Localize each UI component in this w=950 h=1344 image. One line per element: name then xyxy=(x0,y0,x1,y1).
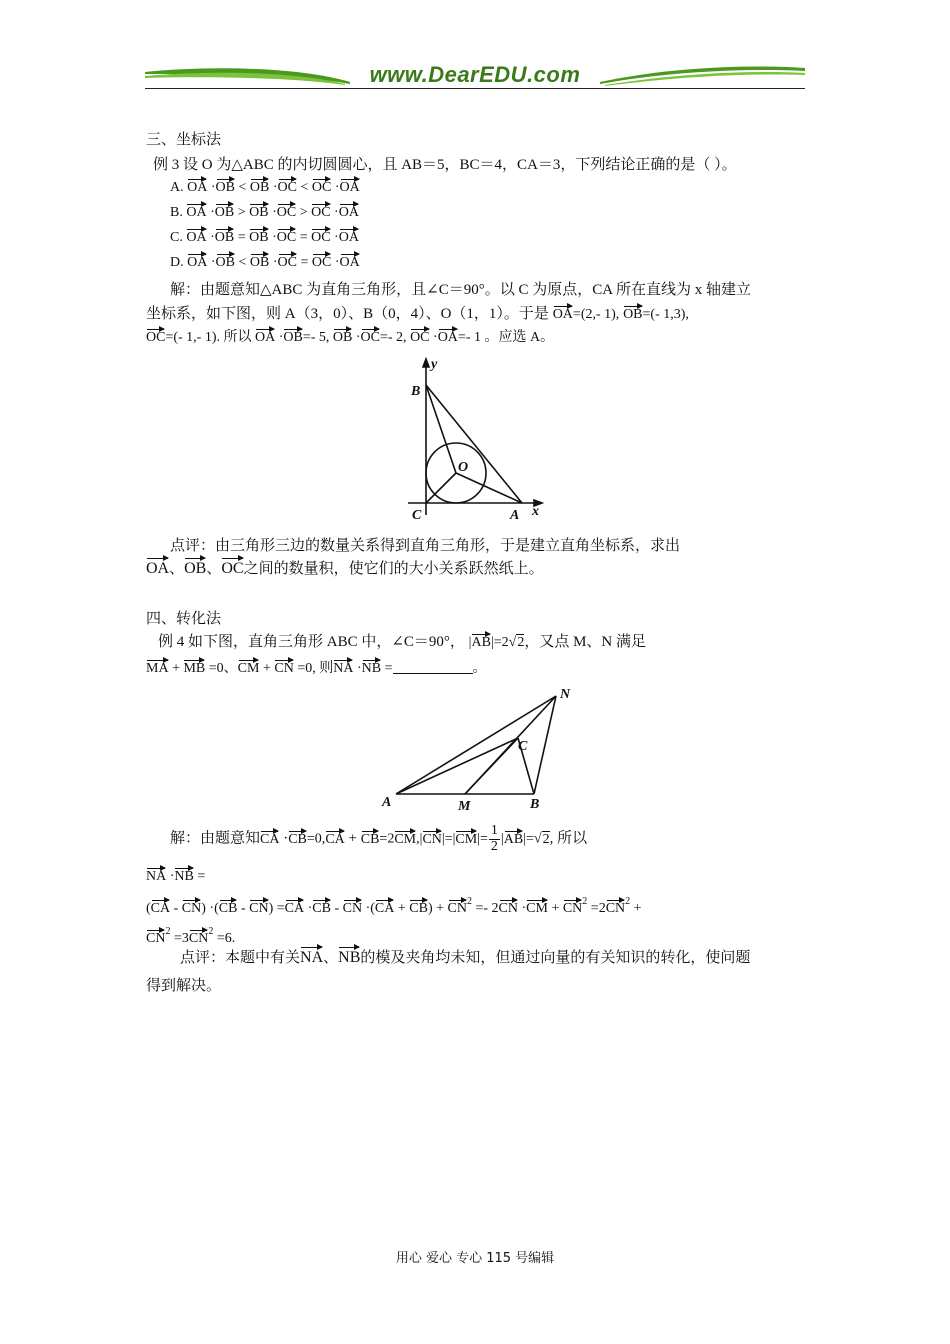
figure-right-triangle xyxy=(378,680,588,820)
label-N: N xyxy=(560,687,571,702)
section4-heading: 四、转化法 xyxy=(146,611,222,627)
segment-OB xyxy=(426,385,456,473)
label-C: C xyxy=(518,739,528,754)
option-c: C. OA ·OB = OB ·OC = OC ·OA xyxy=(170,230,359,245)
solution4-line3: (CA - CN) ·(CB - CN) =CA ·CB - CN $\cdot(CA + CB) + CN^2 =- 2CN \cdot CM + CN^2 =2CN^2$ + xyxy=(146,896,642,916)
label-M: M xyxy=(458,799,471,814)
solution3-line1: 解：由题意知△ABC 为直角三角形，且∠C＝90°。以 C 为原点，CA 所在直线为 x 轴建立 xyxy=(170,282,751,298)
side-BA xyxy=(426,385,522,503)
segment-AN xyxy=(396,696,556,794)
review3-line1: 点评：由三角形三边的数量关系得到直角三角形，于是建立直角坐标系，求出 xyxy=(170,538,681,554)
label-x: x xyxy=(532,504,539,519)
segment-AC xyxy=(396,738,518,794)
label-C: C xyxy=(412,508,422,523)
review4-line1: 点评：本题中有关NA、NB的模及夹角均未知，但通过向量的有关知识的转化，使问题 xyxy=(180,949,751,966)
label-A: A xyxy=(510,508,520,523)
review4-line2: 得到解决。 xyxy=(146,978,222,994)
section3-heading: 三、坐标法 xyxy=(146,132,222,148)
segment-NB xyxy=(534,696,556,794)
label-A: A xyxy=(382,795,392,810)
example3-text: 例 3 设 O 为△ABC 的内切圆圆心，且 AB＝5，BC＝4，CA＝3，下列结论正确的是（ ）。 xyxy=(153,157,737,173)
y-axis-arrow xyxy=(423,359,429,367)
segment-OA xyxy=(456,473,522,503)
page-footer: 用心 爱心 专心 115 号编辑 xyxy=(395,1251,555,1266)
label-O: O xyxy=(458,460,469,475)
solution4-line4: $CN^2 =3CN^2 =6$. xyxy=(146,926,236,946)
fraction-half: $\frac{1}{2}$ xyxy=(490,823,498,854)
site-logo[interactable]: www.DearEDU.com xyxy=(369,62,581,87)
label-B: B xyxy=(530,797,540,812)
example4-line1: 例 4 如下图，直角三角形 ABC 中，∠C＝90°， |AB|=2√2，又点 M、N 满足 xyxy=(158,634,647,650)
label-y: y xyxy=(431,357,438,372)
solution4-line2: NA ·NB = xyxy=(146,869,206,884)
review3-line2: OA、OB、OC之间的数量积，使它们的大小关系跃然纸上。 xyxy=(146,560,544,577)
figure-incircle-triangle xyxy=(400,355,550,525)
header-divider xyxy=(145,88,805,89)
example4-line2: MA + MB =0、CM + CN =0, 则NA ·NB = 。 xyxy=(146,661,487,676)
solution3-line2: 坐标系，如下图，则 A（3，0）、B（0，4）、O（1，1）。于是 OA=(2,- 1), OB=(- 1,3), xyxy=(146,306,689,322)
option-a: A. OA ·OB < OB ·OC < OC ·OA xyxy=(170,180,360,195)
label-B: B xyxy=(411,384,421,399)
answer-blank xyxy=(393,659,473,674)
solution4-line1: 解：由题意知CA ·CB=0,CA + CB=2CM,|CN|=|CM|= $\frac{1}{2}$ |AB|=√2, 所以 xyxy=(170,823,588,854)
option-b: B. OA ·OB > OB ·OC > OC ·OA xyxy=(170,205,359,220)
option-d: D. OA ·OB < OB ·OC = OC ·OA xyxy=(170,255,360,270)
solution3-line3: OC=(- 1,- 1). 所以 OA ·OB=- 5, OB ·OC=- 2, OC ·OA=- 1 。应选 A。 xyxy=(146,330,555,345)
